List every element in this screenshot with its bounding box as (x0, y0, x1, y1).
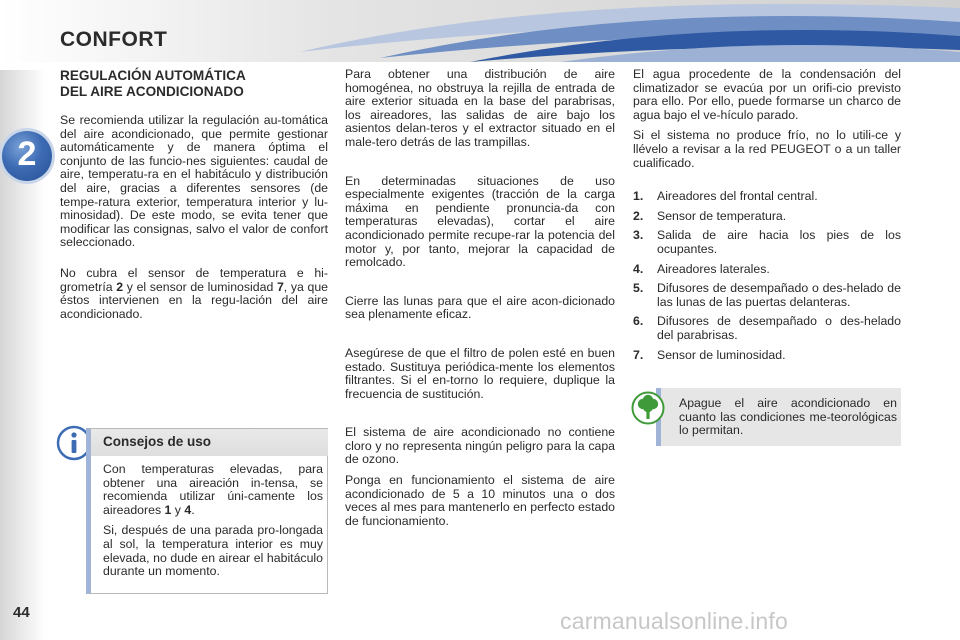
tree-icon (631, 391, 665, 425)
list-item (633, 349, 901, 363)
list-item (633, 210, 901, 224)
item-number: 1. (633, 189, 644, 204)
list-item (633, 229, 901, 256)
item-text: Aireadores laterales. (657, 261, 770, 276)
ref-number: 1 (164, 502, 172, 517)
paragraph-pollen-filter: Asegúrese de que el filtro de polen esté en buen estado. Sustituya periódica-mente los elementos filtrantes. Si el en-torno lo requiere, duplique la frecuencia de sustitución. (345, 345, 615, 401)
text-run: No cubra el sensor de temperatura e hi-grometría (60, 265, 328, 294)
item-number: 2. (633, 208, 644, 223)
tips-header (91, 429, 328, 456)
chapter-badge (2, 131, 52, 181)
item-text: Sensor de temperatura. (657, 208, 787, 223)
eco-tip-box (656, 388, 901, 446)
list-item (633, 190, 901, 204)
paragraph-sensors (60, 267, 328, 321)
tips-box (86, 428, 328, 594)
text-run: Con temperaturas elevadas, para obtener una aireación in-tensa, se recomienda utilizar úni-camente los aireadores (103, 462, 323, 517)
column-left (60, 68, 328, 328)
watermark: carmanualsonline.info (560, 608, 788, 634)
paragraph-windows: Cierre las lunas para que el aire acon-dicionado sea plenamente eficaz. (345, 293, 615, 322)
column-middle (345, 68, 615, 535)
item-text: Salida de aire hacia los pies de los ocupantes. (657, 228, 901, 256)
text-run: , ya que éstos intervienen en la regu-lación del aire acondicionado. (60, 279, 328, 321)
tips-paragraph-1 (103, 463, 323, 517)
ref-number: 2 (116, 279, 124, 294)
item-text: Difusores de desempañado o des-helado del parabrisas. (657, 314, 901, 342)
item-text: Difusores de desempañado o des-helado de las lunas de las puertas delanteras. (657, 281, 901, 309)
item-number: 7. (633, 347, 644, 362)
paragraph-maintenance: Ponga en funcionamiento el sistema de aire acondicionado de 5 a 10 minutos una o dos veces al mes para mantenerlo en perfecto estado de funcionamiento. (345, 473, 616, 528)
page-title: CONFORT (60, 28, 168, 51)
text-run: . (191, 502, 195, 517)
heading-line-2: DEL AIRE ACONDICIONADO (60, 84, 244, 99)
paragraph-no-cooling: Si el sistema no produce frío, no lo utili-ce y llévelo a revisar a la red PEUGEOT o a un taller cualificado. (633, 128, 901, 170)
page-number: 44 (13, 604, 30, 621)
legend-list (633, 190, 901, 362)
item-number: 6. (633, 314, 644, 329)
item-number: 5. (633, 281, 644, 296)
item-number: 3. (633, 228, 644, 243)
tips-paragraph-2: Si, después de una parada pro-longada al sol, la temperatura interior es muy elevada, no dude en airear el habitáculo durante un momento. (103, 523, 323, 579)
tips-title: Consejos de uso (103, 434, 212, 449)
paragraph-intro: Se recomienda utilizar la regulación au-tomática del aire acondicionado, que permite gestionar automáticamente y de manera óptima el conjunto de las funcio-nes siguientes: caudal de aire, temperatu-ra en el habitáculo y distribución del aire, gracias a diferentes sensores (de tempe-ratura exterior, temperatura interior y lu-minosidad). De este modo, se evita tener que modificar las consignas, salvo el valor de confort seleccionado. (60, 113, 328, 250)
eco-tip-text: Apague el aire acondicionado en cuanto las condiciones me-teorológicas lo permitan. (679, 396, 897, 438)
tips-body (103, 463, 323, 586)
paragraph-distribution: Para obtener una distribución de aire homogénea, no obstruya la rejilla de entrada de aire exterior situada en la base del parabrisas, los aireadores, las salidas de aire bajo los asientos delan-teros y el extractor situado en el male-tero detrás de las trampillas. (345, 67, 615, 149)
heading-line-1: REGULACIÓN AUTOMÁTICA (60, 68, 246, 83)
list-item (633, 263, 901, 277)
item-number: 4. (633, 261, 644, 276)
paragraph-towing: En determinadas situaciones de uso especialmente exigentes (tracción de la carga máxima en pendiente pronuncia-da con temperaturas elevadas), cortar el aire acondicionado permite recupe-rar la potencia del motor y, por tanto, mejorar la capacidad de remolcado. (345, 173, 615, 270)
text-run: y (171, 502, 185, 517)
column-right (633, 68, 901, 368)
list-item (633, 315, 901, 342)
item-text: Sensor de luminosidad. (657, 347, 786, 362)
paragraph-condensation: El agua procedente de la condensación del climatizador se evacúa por un orifi-cio previsto para ello. Por ello, puede formarse un charco de agua bajo el ve-hículo parado. (633, 67, 901, 122)
header-band (0, 0, 960, 62)
ref-number: 4 (184, 502, 192, 517)
list-item (633, 282, 901, 309)
paragraph-ozone: El sistema de aire acondicionado no contiene cloro y no representa ningún peligro para la capa de ozono. (345, 425, 615, 467)
section-heading (60, 68, 328, 100)
text-run: y el sensor de luminosidad (123, 279, 277, 294)
chapter-number: 2 (17, 135, 37, 173)
ref-number: 7 (276, 279, 284, 294)
item-text: Aireadores del frontal central. (657, 189, 818, 204)
